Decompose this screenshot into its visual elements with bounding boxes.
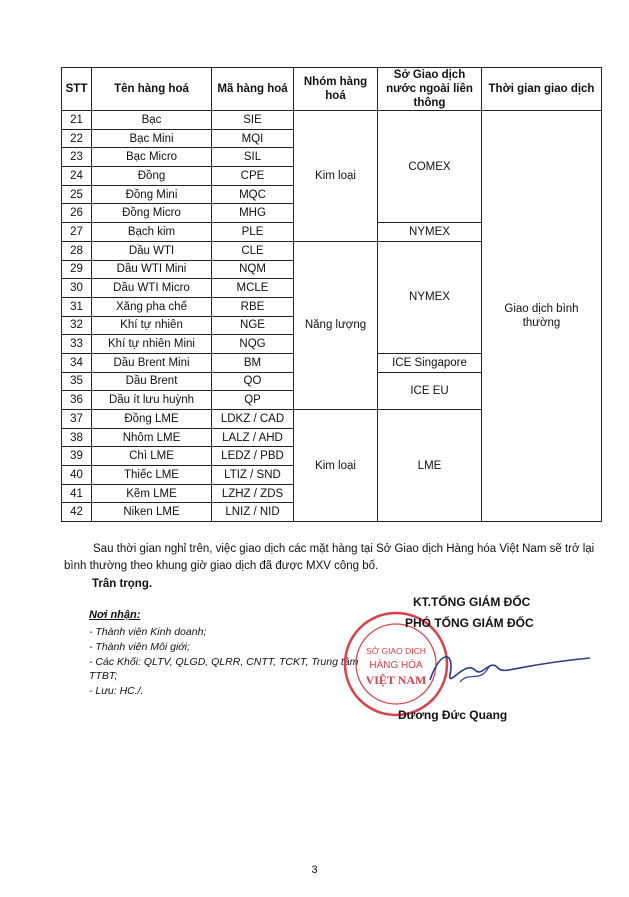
cell-code: MQI [212,129,294,148]
cell-name: Đồng LME [92,410,212,429]
signature-title-2: PHÓ TỔNG GIÁM ĐỐC [405,616,534,630]
regards-text: Trân trọng. [92,578,153,590]
cell-code: SIE [212,111,294,130]
cell-code: BM [212,353,294,372]
cell-stt: 33 [62,335,92,354]
cell-name: Kẽm LME [92,484,212,503]
recipient-item: - Các Khối: QLTV, QLGD, QLRR, CNTT, TCKT, Trung tâm TTBT; [89,656,359,682]
cell-exchange: COMEX [378,111,482,223]
cell-name: Dầu Brent Mini [92,353,212,372]
cell-stt: 30 [62,279,92,298]
cell-name: Bạc Mini [92,129,212,148]
cell-code: CLE [212,241,294,260]
cell-stt: 26 [62,204,92,223]
body-paragraph: Sau thời gian nghỉ trên, việc giao dịch các mặt hàng tại Sở Giao dịch Hàng hóa Việt Nam sẽ trở lại bình thường theo khung giờ giao dịch đã được MXV công bố. [64,543,595,572]
cell-code: SIL [212,148,294,167]
cell-code: LTIZ / SND [212,466,294,485]
recipient-item: - Lưu: HC./. [89,685,144,697]
cell-code: MHG [212,204,294,223]
cell-name: Khí tự nhiên [92,316,212,335]
cell-name: Dầu Brent [92,372,212,391]
cell-group: Kim loại [294,111,378,242]
cell-code: LDKZ / CAD [212,410,294,429]
cell-code: NQM [212,260,294,279]
cell-code: NQG [212,335,294,354]
header-exchange: Sở Giao dịch nước ngoài liên thông [378,68,482,111]
cell-code: LALZ / AHD [212,428,294,447]
cell-name: Dầu ít lưu huỳnh [92,391,212,410]
cell-name: Xăng pha chế [92,297,212,316]
cell-code: MCLE [212,279,294,298]
cell-stt: 37 [62,410,92,429]
cell-stt: 24 [62,167,92,186]
cell-stt: 23 [62,148,92,167]
cell-stt: 31 [62,297,92,316]
cell-exchange: LME [378,410,482,522]
cell-exchange: NYMEX [378,223,482,242]
cell-stt: 29 [62,260,92,279]
cell-name: Dầu WTI [92,241,212,260]
cell-stt: 32 [62,316,92,335]
cell-stt: 22 [62,129,92,148]
cell-stt: 27 [62,223,92,242]
cell-stt: 41 [62,484,92,503]
cell-stt: 42 [62,503,92,522]
cell-name: Nhôm LME [92,428,212,447]
cell-stt: 39 [62,447,92,466]
cell-name: Bạch kim [92,223,212,242]
recipient-item: - Thành viên Kinh doanh; [89,626,207,638]
header-name: Tên hàng hoá [92,68,212,111]
header-trading-time: Thời gian giao dịch [482,68,602,111]
cell-exchange: ICE Singapore [378,353,482,372]
table-body [62,111,602,522]
cell-stt: 25 [62,185,92,204]
signature-title-1: KT.TỔNG GIÁM ĐỐC [413,595,531,609]
cell-code: CPE [212,167,294,186]
cell-code: PLE [212,223,294,242]
recipient-item: - Thành viên Môi giới; [89,641,190,653]
cell-stt: 40 [62,466,92,485]
cell-code: LNIZ / NID [212,503,294,522]
cell-group: Kim loại [294,410,378,522]
recipients-block [89,608,359,699]
stamp-line-1: SỞ GIAO DỊCH [366,646,426,656]
header-stt: STT [62,68,92,111]
commodity-table [61,67,602,522]
handwritten-signature [420,640,600,700]
cell-name: Chì LME [92,447,212,466]
cell-stt: 21 [62,111,92,130]
cell-name: Bạc [92,111,212,130]
cell-code: QP [212,391,294,410]
cell-stt: 35 [62,372,92,391]
cell-exchange: ICE EU [378,372,482,409]
cell-name: Dầu WTI Mini [92,260,212,279]
header-code: Mã hàng hoá [212,68,294,111]
cell-code: MQC [212,185,294,204]
page-number: 3 [311,864,318,876]
stamp-line-3: VIỆT NAM [365,673,427,687]
cell-name: Bạc Micro [92,148,212,167]
cell-name: Khí tự nhiên Mini [92,335,212,354]
cell-code: RBE [212,297,294,316]
cell-trading-time: Giao dịch bình thường [482,111,602,522]
cell-stt: 28 [62,241,92,260]
cell-name: Đồng [92,167,212,186]
cell-code: NGE [212,316,294,335]
header-group: Nhóm hàng hoá [294,68,378,111]
cell-code: LEDZ / PBD [212,447,294,466]
cell-name: Đồng Micro [92,204,212,223]
cell-exchange: NYMEX [378,241,482,353]
cell-stt: 34 [62,353,92,372]
cell-code: QO [212,372,294,391]
cell-name: Niken LME [92,503,212,522]
cell-group: Năng lượng [294,241,378,409]
stamp-line-2: HÀNG HÓA [369,660,423,671]
cell-name: Dầu WTI Micro [92,279,212,298]
cell-stt: 36 [62,391,92,410]
recipients-heading: Nơi nhận: [89,609,141,621]
cell-name: Đồng Mini [92,185,212,204]
cell-stt: 38 [62,428,92,447]
table-header-row [62,68,602,111]
cell-code: LZHZ / ZDS [212,484,294,503]
cell-name: Thiếc LME [92,466,212,485]
signer-name: Dương Đức Quang [398,708,508,722]
table-row [62,111,602,130]
